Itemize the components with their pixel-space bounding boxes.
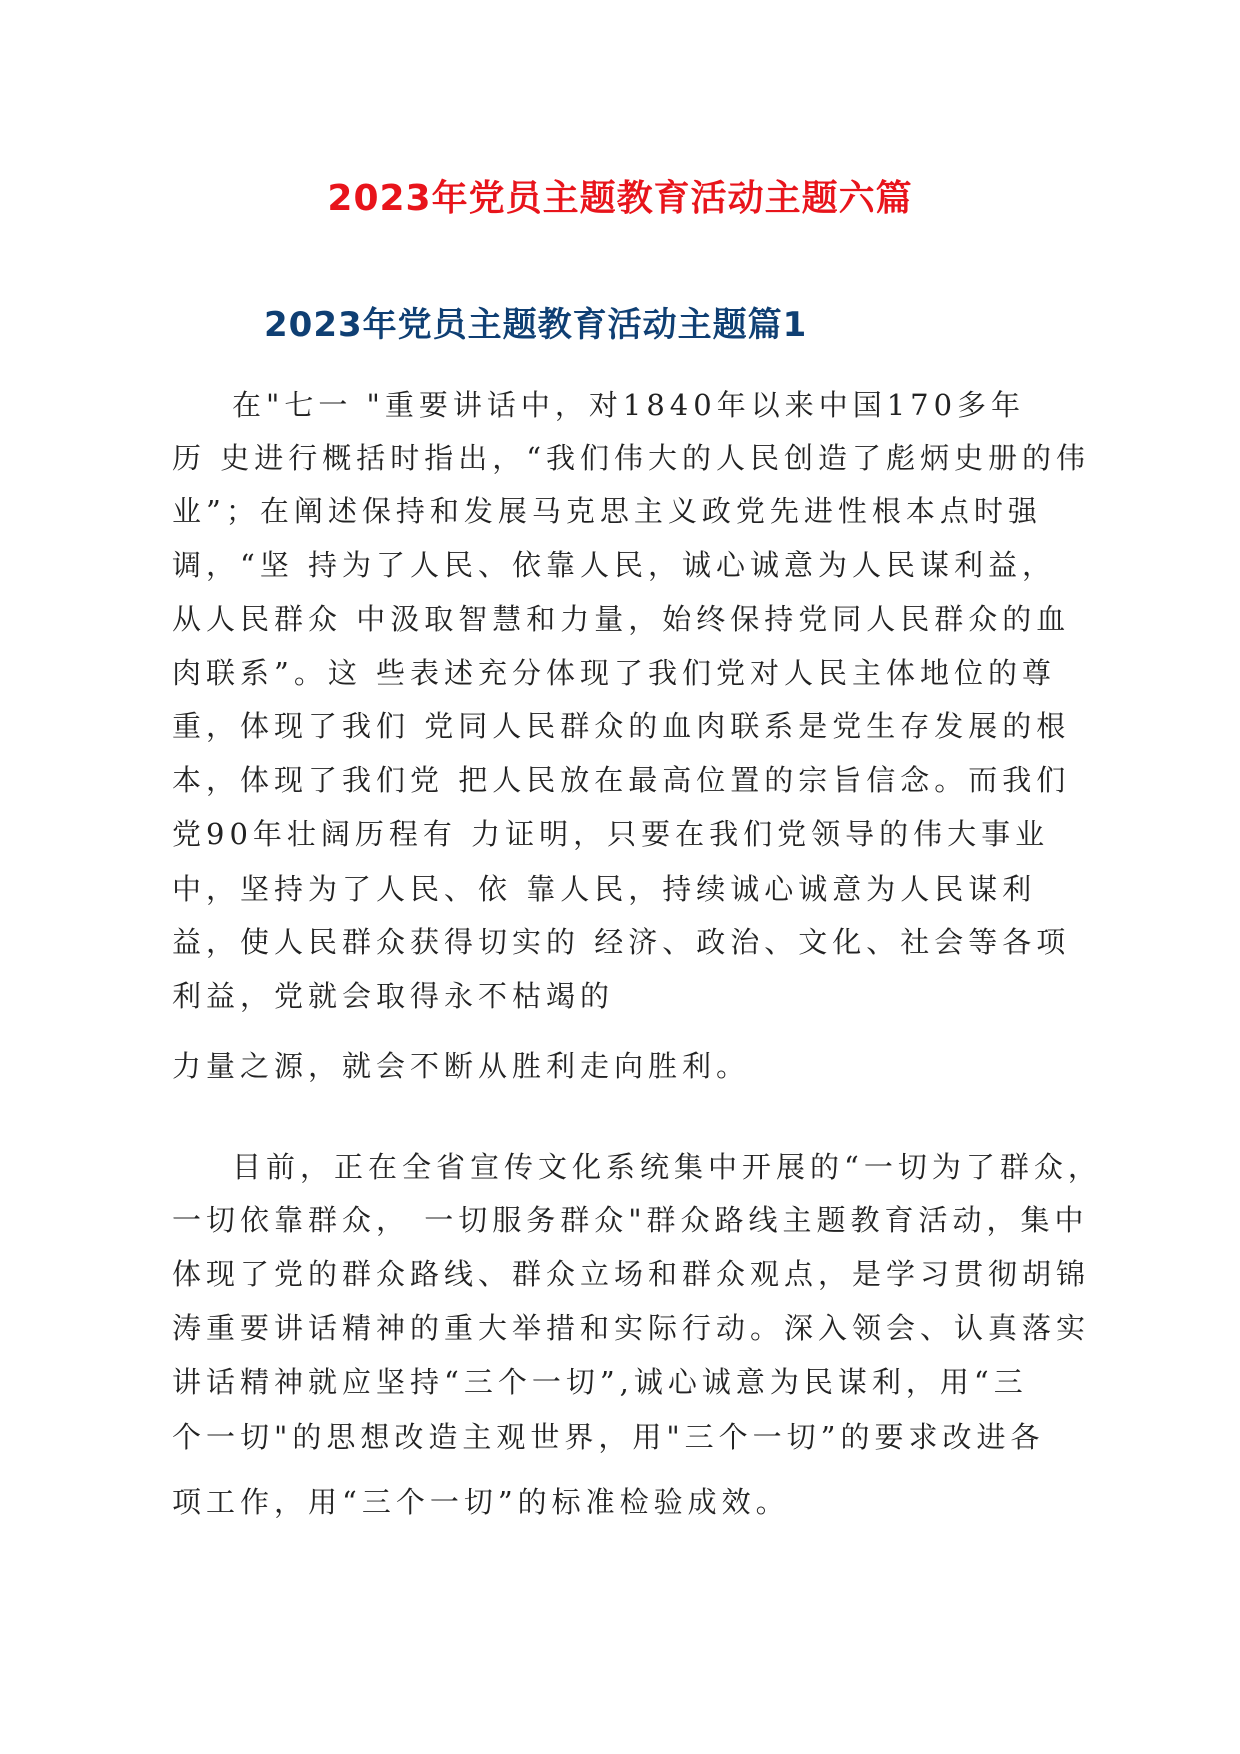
text-line: 党90年壮阔历程有 力证明，只要在我们党领导的伟大事业 <box>172 817 1050 851</box>
text-line: 目前，正在全省宣传文化系统集中开展的“一切为了群众， <box>232 1150 1102 1184</box>
text-line: 肉联系”。这 些表述充分体现了我们党对人民主体地位的尊 <box>172 656 1057 690</box>
text-line: 一切依靠群众， 一切服务群众"群众路线主题教育活动，集中 <box>172 1203 1089 1237</box>
text-line: 本，体现了我们党 把人民放在最高位置的宗旨信念。而我们 <box>172 763 1071 797</box>
text-line: 个一切"的思想改造主观世界，用"三个一切”的要求改进各 <box>172 1420 1045 1454</box>
text-line: 调，“坚 持为了人民、依靠人民，诚心诚意为人民谋利益， <box>172 548 1057 582</box>
text-line: 项工作，用“三个一切”的标准检验成效。 <box>172 1485 790 1519</box>
text-line: 益，使人民群众获得切实的 经济、政治、文化、社会等各项 <box>172 925 1071 959</box>
text-line: 业”；在阐述保持和发展马克思主义政党先进性根本点时强 <box>172 494 1042 528</box>
text-line: 利益，党就会取得永不枯竭的 <box>172 979 615 1013</box>
text-line: 中，坚持为了人民、依 靠人民，持续诚心诚意为人民谋利 <box>172 872 1037 906</box>
section-title: 2023年党员主题教育活动主题篇1 <box>264 305 808 345</box>
text-line: 力量之源，就会不断从胜利走向胜利。 <box>172 1049 751 1083</box>
text-line: 涛重要讲话精神的重大举措和实际行动。深入领会、认真落实 <box>172 1311 1091 1345</box>
text-line: 在"七一 "重要讲话中，对1840年以来中国170多年 <box>232 388 1026 422</box>
text-line: 讲话精神就应坚持“三个一切”,诚心诚意为民谋利，用“三 <box>172 1365 1028 1399</box>
text-line: 从人民群众 中汲取智慧和力量，始终保持党同人民群众的血 <box>172 602 1071 636</box>
text-line: 历 史进行概括时指出，“我们伟大的人民创造了彪炳史册的伟 <box>172 441 1091 475</box>
text-line: 重，体现了我们 党同人民群众的血肉联系是党生存发展的根 <box>172 709 1071 743</box>
document-title: 2023年党员主题教育活动主题六篇 <box>327 178 913 219</box>
text-line: 体现了党的群众路线、群众立场和群众观点，是学习贯彻胡锦 <box>172 1257 1091 1291</box>
